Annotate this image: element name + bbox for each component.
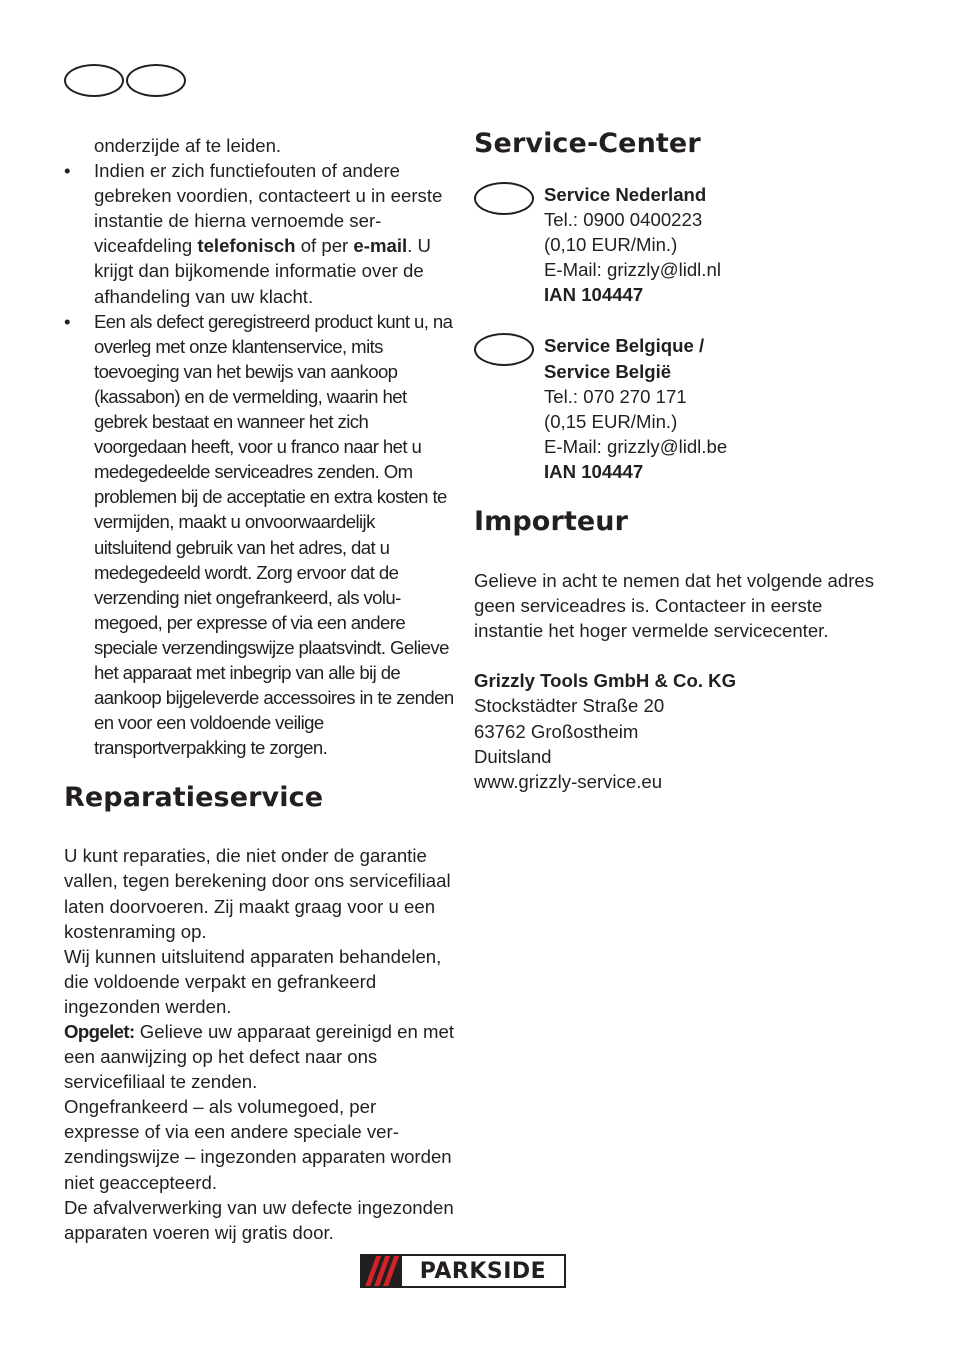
- repair-heading: Reparatieservice: [64, 782, 324, 814]
- repair-paragraph-4: Ongefrankeerd – als volumegoed, per expresse of via een andere speciale verzendingswijze – ingezonden apparaten worden niet geaccepteerd.: [64, 1096, 452, 1193]
- service-be-cost: (0,15 EUR/Min.): [544, 410, 678, 432]
- service-belgium: [474, 333, 884, 484]
- service-be-phone: Tel.: 070 270 171: [544, 385, 687, 407]
- right-column: [474, 128, 884, 794]
- logo-stripes-icon: [362, 1256, 400, 1286]
- service-be-ian: IAN 104447: [544, 460, 644, 482]
- repair-attention-label: Opgelet:: [64, 1021, 135, 1042]
- bullet1-text-c: . U krijgt dan bijkomende informatie over de afhandeling van uw klacht.: [94, 235, 431, 307]
- country-oval-be: [474, 333, 534, 366]
- service-nl-cost: (0,10 EUR/Min.): [544, 234, 678, 256]
- importer-text: Gelieve in acht te nemen dat het volgende adres geen serviceadres is. Contacteer in eerste instantie het hoger vermelde servicecenter.: [474, 570, 875, 642]
- service-be-title-2: Service België: [544, 360, 672, 382]
- repair-paragraph-5: De afvalverwerking van uw defecte ingezonden apparaten voeren wij gratis door.: [64, 1196, 454, 1243]
- service-nl-email[interactable]: E-Mail: grizzly@lidl.nl: [544, 259, 721, 281]
- bullet1-text-a: Indien er zich functiefouten of andere gebreken voordien, contacteert u in eerste instantie de hierna vernoemde serviceafdeling: [94, 160, 443, 257]
- bullet-contact-service: [64, 158, 456, 309]
- logo-brand-text: PARKSIDE: [400, 1256, 564, 1286]
- service-netherlands: [474, 182, 884, 307]
- importer-country: Duitsland: [474, 745, 552, 767]
- language-oval-left: [64, 64, 124, 97]
- importer-company: Grizzly Tools GmbH & Co. KG: [474, 670, 737, 692]
- service-be-email[interactable]: E-Mail: grizzly@lidl.be: [544, 435, 728, 457]
- importer-heading: Importeur: [474, 506, 629, 538]
- bullet-defect-product: • Een als defect geregistreerd product kunt u, na overleg met onze klantenservice, mits toevoeging van het bewijs van aankoop (kassabon) en de vermelding, waarin het gebrek bestaat en wanneer het zich voorgedaan heeft, voor u franco naar het u medegedeelde serviceadres zenden. Om problemen bij de acceptatie en extra kosten te vermijden, maakt u onvoorwaardelijk uitsluitend gebruik van het adres, dat u medegedeeld wordt. Zorg ervoor dat de verzending niet ongefrankeerd, als volumegoed, per expresse of via een andere speciale verzendingswijze plaatsvindt. Gelieve het apparaat met inbegrip van alle bij de aankoop bijgeleverde accessoires in te zenden en voor een voldoende veilige transportverpakking te zorgen.: [64, 309, 456, 761]
- bullet1-text-b: of per: [295, 235, 354, 257]
- service-center-heading: Service-Center: [474, 128, 701, 159]
- parkside-logo: [360, 1254, 566, 1288]
- repair-paragraph-3: [64, 1019, 456, 1094]
- importer-street: Stockstädter Straße 20: [474, 695, 665, 717]
- service-nl-ian: IAN 104447: [544, 284, 644, 306]
- service-nl-phone: Tel.: 0900 0400223: [544, 209, 703, 231]
- importer-website[interactable]: www.grizzly-service.eu: [474, 770, 663, 792]
- repair-paragraph-2: Wij kunnen uitsluitend apparaten behandelen, die voldoende verpakt en gefrankeerd ingezonden werden.: [64, 945, 442, 1017]
- continuation-text: onderzijde af te leiden.: [94, 135, 282, 156]
- language-oval-right: [126, 64, 186, 97]
- repair-paragraph-3-text: Gelieve uw apparaat gereinigd en met een aanwijzing op het defect naar ons servicefiliaal te zenden.: [64, 1021, 455, 1093]
- bullet1-bold-phone: telefonisch: [197, 235, 296, 257]
- service-be-title-1: Service Belgique /: [544, 335, 705, 357]
- bullet1-bold-email: e-mail: [353, 235, 408, 257]
- repair-paragraph-1: U kunt reparaties, die niet onder de garantie vallen, tegen berekening door ons servicefiliaal laten doorvoeren. Zij maakt graag voor u een kostenraming op.: [64, 845, 451, 942]
- left-column: [64, 133, 456, 1245]
- importer-city: 63762 Großostheim: [474, 720, 639, 742]
- service-nl-title: Service Nederland: [544, 184, 707, 205]
- country-oval-nl: [474, 182, 534, 215]
